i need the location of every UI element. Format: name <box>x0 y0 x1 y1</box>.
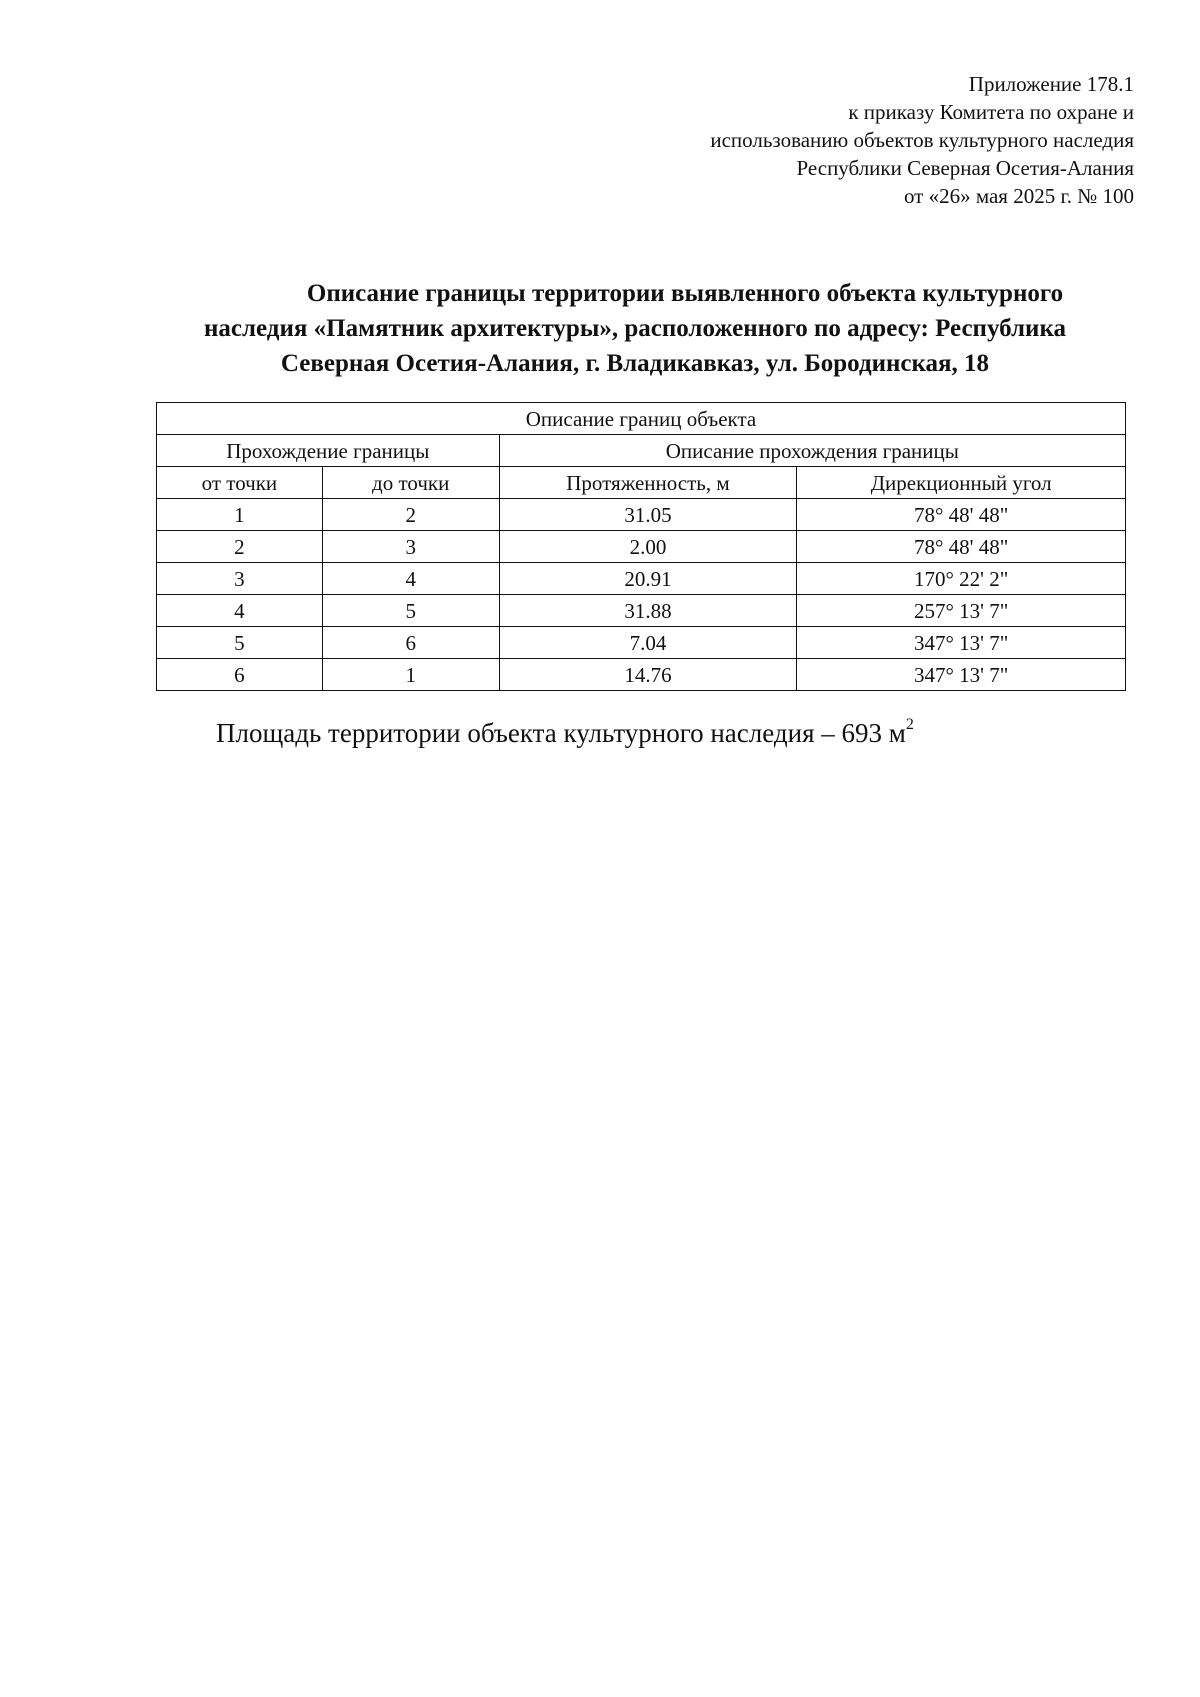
area-text: Площадь территории объекта культурного наследия – 693 м <box>216 718 906 748</box>
cell-length: 20.91 <box>499 563 797 595</box>
table-row <box>157 595 1126 627</box>
table-row <box>157 627 1126 659</box>
area-unit-superscript: 2 <box>905 716 914 733</box>
title-line: Северная Осетия-Алания, г. Владикавказ, ул. Бородинская, 18 <box>280 350 990 377</box>
cell-length: 7.04 <box>499 627 797 659</box>
cell-from: 6 <box>157 659 323 691</box>
appendix-line: к приказу Комитета по охране и <box>848 100 1134 124</box>
title-line: наследия «Памятник архитектуры», расположенного по адресу: Республика <box>204 315 1066 342</box>
cell-from: 4 <box>157 595 323 627</box>
boundary-table <box>156 402 1126 691</box>
area-statement <box>216 718 914 749</box>
group-header-description: Описание прохождения границы <box>499 435 1125 467</box>
cell-angle: 170° 22' 2" <box>797 563 1126 595</box>
cell-angle: 347° 13' 7" <box>797 627 1126 659</box>
appendix-line: от «26» мая 2025 г. № 100 <box>903 184 1134 208</box>
table-row <box>157 531 1126 563</box>
table-group-header-row <box>157 435 1126 467</box>
cell-angle: 257° 13' 7" <box>797 595 1126 627</box>
table-column-header-row <box>157 467 1126 499</box>
table-caption-row <box>157 403 1126 435</box>
column-header-length: Протяженность, м <box>499 467 797 499</box>
cell-from: 1 <box>157 499 323 531</box>
cell-from: 2 <box>157 531 323 563</box>
appendix-line: Приложение 178.1 <box>968 72 1134 96</box>
appendix-line: Республики Северная Осетия-Алания <box>796 156 1134 180</box>
cell-length: 14.76 <box>499 659 797 691</box>
table-caption: Описание границ объекта <box>157 403 1126 435</box>
cell-to: 1 <box>322 659 499 691</box>
cell-from: 3 <box>157 563 323 595</box>
group-header-passage: Прохождение границы <box>157 435 500 467</box>
cell-angle: 78° 48' 48" <box>797 531 1126 563</box>
table-row <box>157 499 1126 531</box>
cell-length: 31.05 <box>499 499 797 531</box>
table-row <box>157 563 1126 595</box>
column-header-from: от точки <box>157 467 323 499</box>
document-title <box>140 276 1130 381</box>
column-header-to: до точки <box>322 467 499 499</box>
title-line: Описание границы территории выявленного объекта культурного <box>306 280 1064 307</box>
appendix-header <box>514 70 1134 210</box>
cell-from: 5 <box>157 627 323 659</box>
cell-to: 3 <box>322 531 499 563</box>
table-row <box>157 659 1126 691</box>
cell-length: 31.88 <box>499 595 797 627</box>
cell-to: 6 <box>322 627 499 659</box>
cell-angle: 347° 13' 7" <box>797 659 1126 691</box>
cell-angle: 78° 48' 48" <box>797 499 1126 531</box>
cell-to: 4 <box>322 563 499 595</box>
cell-length: 2.00 <box>499 531 797 563</box>
cell-to: 5 <box>322 595 499 627</box>
column-header-angle: Дирекционный угол <box>797 467 1126 499</box>
cell-to: 2 <box>322 499 499 531</box>
appendix-line: использованию объектов культурного наследия <box>710 128 1134 152</box>
